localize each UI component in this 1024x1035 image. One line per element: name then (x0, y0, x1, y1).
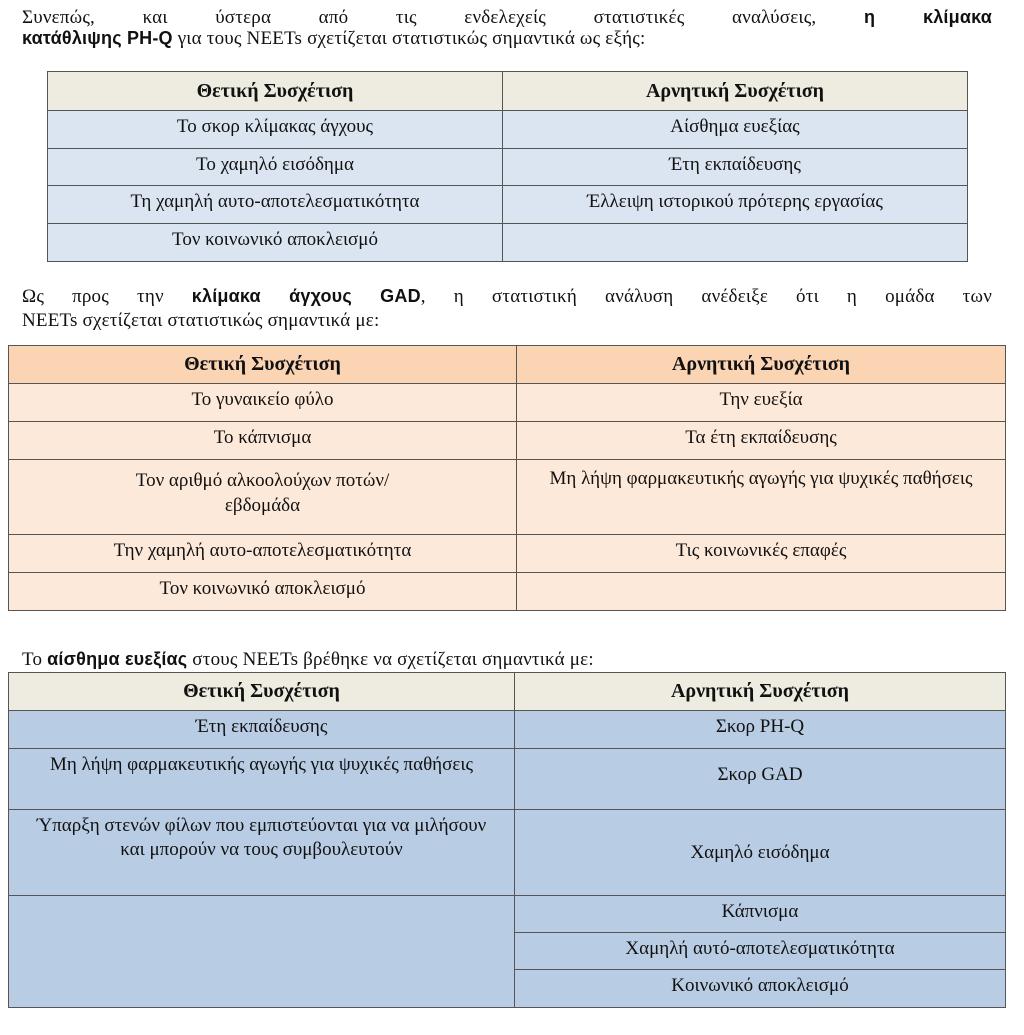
table-row (48, 111, 968, 149)
table-row (9, 384, 1006, 422)
section1-scale-name: κατάθλιψης PH-Q (22, 28, 173, 48)
negative-cell: Κοινωνικό αποκλεισμό (515, 970, 1006, 1008)
section3-topic: αίσθημα ευεξίας (47, 649, 188, 669)
section2-scale-name: κλίμακα άγχους GAD (191, 286, 421, 306)
table-row (9, 810, 1006, 896)
table-row (9, 896, 1006, 933)
negative-cell (503, 224, 968, 262)
section1-intro-tail: για τους NEETs σχετίζεται στατιστικώς σημαντικά ως εξής: (172, 28, 646, 49)
positive-header: Θετική Συσχέτιση (9, 673, 515, 711)
wellbeing-correlation-table (8, 672, 1006, 1008)
table-row (9, 460, 1006, 535)
section2-intro-text: Ως προς την (22, 286, 192, 307)
section1-intro-bold: η κλίμακα (863, 7, 992, 27)
positive-cell: Τον κοινωνικό αποκλεισμό (48, 224, 503, 262)
positive-cell: Τον κοινωνικό αποκλεισμό (9, 573, 517, 611)
positive-header: Θετική Συσχέτιση (48, 72, 503, 111)
positive-cell: Την χαμηλή αυτο-αποτελεσματικότητα (9, 535, 517, 573)
table-row (9, 535, 1006, 573)
positive-cell: Το χαμηλό εισόδημα (48, 149, 503, 186)
positive-cell: Μη λήψη φαρμακευτικής αγωγής για ψυχικές παθήσεις (9, 749, 515, 810)
table-header-row (48, 72, 968, 111)
negative-cell: Χαμηλή αυτό-αποτελεσματικότητα (515, 933, 1006, 970)
section2-intro-text2: NEETs σχετίζεται στατιστικώς σημαντικά με: (22, 310, 380, 331)
negative-cell: Κάπνισμα (515, 896, 1006, 933)
gad-correlation-table (8, 345, 1006, 611)
positive-cell: Το σκορ κλίμακας άγχους (48, 111, 503, 149)
positive-cell: Ύπαρξη στενών φίλων που εμπιστεύονται για να μιλήσουν και μπορούν να τους συμβουλευτούν (9, 810, 515, 896)
negative-cell: Τις κοινωνικές επαφές (517, 535, 1006, 573)
table-row (9, 711, 1006, 749)
section2-intro-line2 (22, 311, 992, 330)
positive-cell: Τη χαμηλή αυτο-αποτελεσματικότητα (48, 186, 503, 224)
negative-cell: Σκορ GAD (515, 749, 1006, 810)
table-row (48, 149, 968, 186)
phq-correlation-table (47, 71, 968, 262)
negative-cell (517, 573, 1006, 611)
negative-cell: Χαμηλό εισόδημα (515, 810, 1006, 896)
section1-intro-line2 (22, 29, 992, 48)
negative-cell: Μη λήψη φαρμακευτικής αγωγής για ψυχικές παθήσεις (517, 460, 1006, 535)
negative-cell: Την ευεξία (517, 384, 1006, 422)
positive-cell: Το κάπνισμα (9, 422, 517, 460)
negative-cell: Έτη εκπαίδευσης (503, 149, 968, 186)
table-header-row (9, 346, 1006, 384)
table-row (48, 186, 968, 224)
negative-cell: Τα έτη εκπαίδευσης (517, 422, 1006, 460)
negative-header: Αρνητική Συσχέτιση (503, 72, 968, 111)
section1-intro-text: Συνεπώς, και ύστερα από τις ενδελεχείς στατιστικές αναλύσεις, (22, 7, 864, 28)
section1-intro-line1 (22, 8, 992, 27)
section2-intro-line1 (22, 287, 992, 306)
positive-cell: Τον αριθμό αλκοολούχων ποτών/εβδομάδα (9, 460, 517, 535)
section2-intro-tail: , η στατιστική ανάλυση ανέδειξε ότι η ομάδα των (420, 286, 992, 307)
table-row (9, 573, 1006, 611)
negative-header: Αρνητική Συσχέτιση (517, 346, 1006, 384)
table-row (9, 422, 1006, 460)
section3-intro-tail: στους NEETs βρέθηκε να σχετίζεται σημαντικά με: (187, 649, 594, 670)
positive-header: Θετική Συσχέτιση (9, 346, 517, 384)
table-header-row (9, 673, 1006, 711)
positive-cell: Το γυναικείο φύλο (9, 384, 517, 422)
table-row (9, 749, 1006, 810)
positive-cell-empty (9, 896, 515, 1008)
section3-intro-text: Το (22, 649, 48, 670)
section3-intro (22, 650, 992, 669)
table-row (48, 224, 968, 262)
negative-cell: Έλλειψη ιστορικού πρότερης εργασίας (503, 186, 968, 224)
negative-header: Αρνητική Συσχέτιση (515, 673, 1006, 711)
positive-cell: Έτη εκπαίδευσης (9, 711, 515, 749)
negative-cell: Σκορ PH-Q (515, 711, 1006, 749)
negative-cell: Αίσθημα ευεξίας (503, 111, 968, 149)
